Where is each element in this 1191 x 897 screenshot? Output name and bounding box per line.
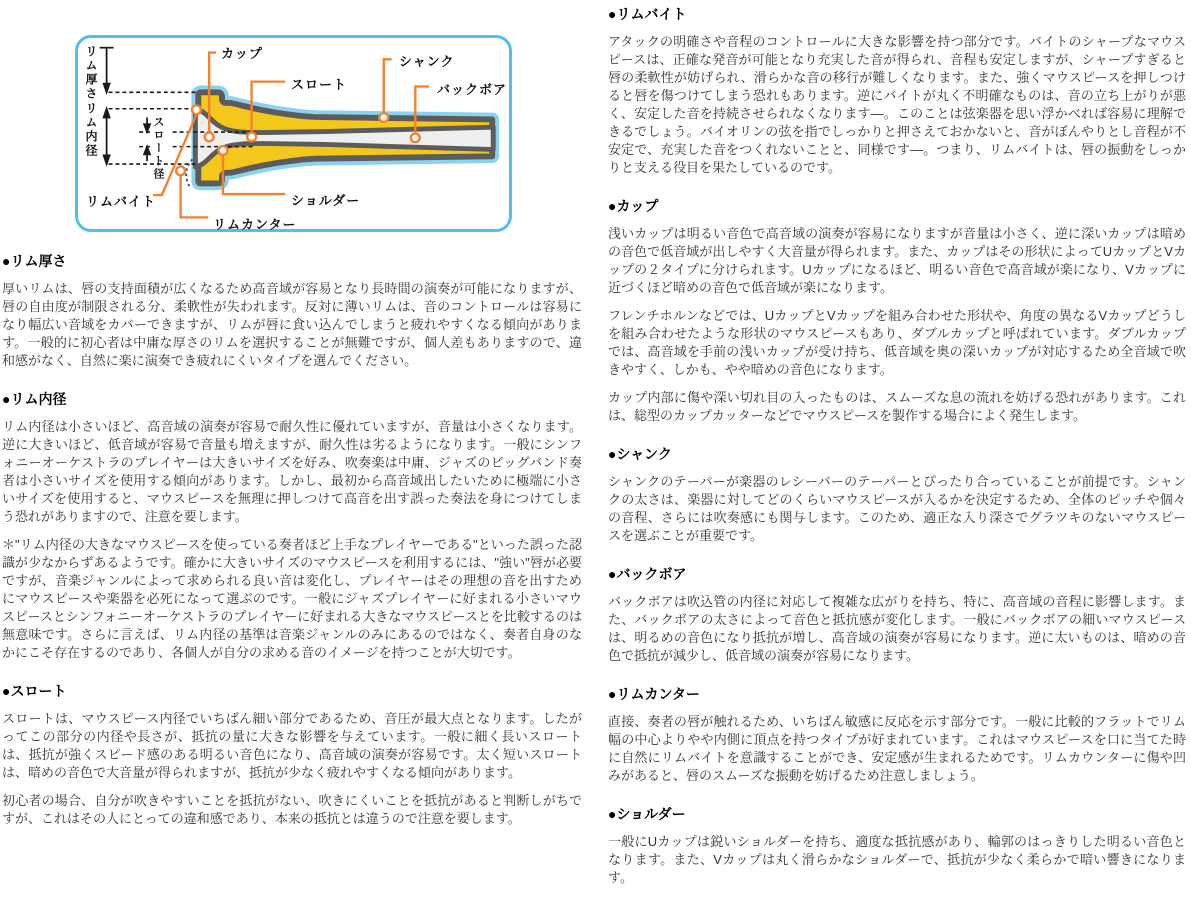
shoulder-label: ショルダー (291, 193, 361, 208)
section-heading: ●ショルダー (608, 806, 686, 822)
section-heading: ●リム厚さ (2, 253, 67, 269)
section-paragraph: ＊"リム内径の大きなマウスピースを使っている奏者ほど上手なプレイヤーである"といった誤った認識が少なからずあるようです。確かに大きいサイズのマウスピースを利用するには、"強い"唇が必要ですが、音楽ジャンルによって求められる良い音は変化し、プレイヤーはその理想の音を出すためにマウスピースや楽器を必死になって選ぶのです。一般にジャズプレイヤーに好まれる小さいマウスピースとシンフォニーオーケストラのプレイヤーに好まれる大きなマウスピースとを比較するのは無意味です。さらに言えば、リム内径の基準は音楽ジャンルのみにあるのではなく、奏者自身のなかにこそ存在するのであり、各個人が自分の求める音のイメージを持つことが大切です。 (2, 537, 582, 660)
rim-bite-label: リムバイト (86, 194, 157, 209)
section-paragraph: 一般にUカップは鋭いショルダーを持ち、適度な抵抗感があり、輪郭のはっきりした明るい音色となります。また、Vカップは丸く滑らかなショルダーで、抵抗が少なく柔らかで暗い響きになります。 (608, 834, 1186, 885)
section-paragraph: 浅いカップは明るい音色で高音域の演奏が容易になりますが音量は小さく、逆に深いカップは暗めの音色で低音域が出しやすく大音量が得られます。また、カップはその形状によってUカップとVカップの２タイプに分けられます。Uカップになるほど、明るい音色で高音域が楽になり、Vカップに近づくほど暗めの音色で低音域が楽になります。 (608, 226, 1186, 295)
section-paragraph: フレンチホルンなどでは、UカップとVカップを組み合わせた形状や、角度の異なるVカップどうしを組み合わせたような形状のマウスピースもあり、ダブルカップと呼ばれています。ダブルカップでは、高音域を手前の浅いカップが受け持ち、低音域を奥の深いカップが対応するため全音域で吹きやすく、しかも、やや暗めの音色になります。 (608, 308, 1186, 377)
section-paragraph: スロートは、マウスピース内径でいちばん細い部分であるため、音圧が最大点となります。したがってこの部分の内径や長さが、抵抗の量に大きな影響を与えています。一般に細く長いスロートは、抵抗が強くスピード感のある明るい音色になり、高音域の演奏が容易です。太く短いスロートは、暗めの音色で大音量が得られますが、抵抗が少なく疲れやすくなる傾向があります。 (2, 711, 582, 780)
backbore-label: バックボア (437, 82, 508, 97)
right-sections (608, 5, 1186, 887)
rim-inner-diameter-label: リム内径 (84, 102, 98, 158)
mouthpiece-diagram (75, 35, 512, 232)
cup-callout-marker (205, 133, 214, 142)
section-paragraph: バックボアは吹込管の内径に対応して複雑な広がりを持ち、特に、高音域の音程に影響します。また、バックボアの太さによって音色と抵抗感が変化します。一般にバックボアの細いマウスピースは、明るめの音色になり抵抗が増し、高音域の演奏が容易になります。逆に太いものは、暗めの音色で抵抗が減少し、低音域の演奏が容易になります。 (608, 594, 1186, 663)
section-heading: ●リムカンター (608, 686, 700, 702)
section-heading: ●シャンク (608, 446, 672, 462)
section-heading: ●カップ (608, 198, 659, 214)
column-right (608, 0, 1186, 897)
backbore-callout-marker (411, 134, 420, 143)
section-paragraph: 初心者の場合、自分が吹きやすいことを抵抗がない、吹きにくいことを抵抗があると判断しがちですが、これはその人にとっての違和感であり、本来の抵抗とは違うので注意を要します。 (2, 793, 582, 826)
shank-callout-line (384, 59, 392, 112)
section-paragraph: リム内径は小さいほど、高音域の演奏が容易で耐久性に優れていますが、音量は小さくなります。逆に大きいほど、低音域が容易で音量も増えますが、耐久性は劣るようになります。一般にシンフォニーオーケストラのプレイヤーは大きいサイズを好み、吹奏楽は中庸、ジャズのビッグバンド奏者は小さいサイズを使用する傾向があります。しかし、最初から高音域出したいために極端に小さいサイズを使用すると、マウスピースを無理に押しつけて高音を出す誤った奏法を身につけてしまう恐れがありますので、注意を要します。 (2, 419, 583, 524)
section-paragraph: カップ内部に傷や深い切れ目の入ったものは、スムーズな息の流れを妨げる恐れがあります。これは、総型のカップカッターなどでマウスピースを製作する場合によく発生します。 (608, 390, 1186, 423)
cup-label: カップ (221, 46, 263, 61)
section-paragraph: 厚いリムは、唇の支持面積が広くなるため高音域が容易となり長時間の演奏が可能になりますが、唇の自由度が制限される分、柔軟性が失われます。反対に薄いリムは、音のコントロールは容易になり幅広い音域をカバーできますが、リムが唇に食い込んでしまうと疲れやすくなる傾向があります。一般的に初心者は中庸な厚さのリムを選択することが無難ですが、個人差もありますので、違和感がなく、自然に楽に演奏でき疲れにくいタイプを選んでください。 (2, 281, 582, 368)
rimbite-callout-marker (192, 105, 201, 114)
throat-callout-marker (247, 133, 256, 142)
section-paragraph: 直接、奏者の唇が触れるため、いちばん敏感に反応を示す部分です。一般に比較的フラットでリム幅の中心よりやや内側に頂点を持つタイプが好まれています。これはマウスピースを口に当てた時に自然にリムバイトを意識することができ、安定感が生まれるためです。リムカウンターに傷や凹みがあると、唇のスムーズな振動を妨げるため注意しましょう。 (608, 714, 1186, 783)
throat-diameter-label: スロート径 (152, 116, 164, 181)
section-heading: ●リム内径 (2, 391, 67, 407)
rim-thickness-label: リム厚さ (84, 45, 98, 101)
section-paragraph: アタックの明確さや音程のコントロールに大きな影響を持つ部分です。バイトのシャープなマウスピースは、正確な発音が可能となり充実した音が得られ、音程も安定しますが、シャープすぎると唇の柔軟性が妨げられ、滑らかな音の移行が難しくなります。また、強くマウスピースを押しつけると唇を傷つけてしまう恐れもあります。逆にバイトが丸く不明確なものは、音の立ち上がりが悪く、安定した音を持続させられなくなります―。このことは弦楽器を思い浮かべれば容易に理解できるでしょう。バイオリンの弦を指でしっかりと押さえておかないと、音がぼんやりとし音程が不安定で、充実した音をつくれないことと、同様です―。つまり、リムバイトは、唇の振動をしっかりと支える役目を果たしているのです。 (608, 34, 1186, 175)
section-paragraph: シャンクのテーパーが楽器のレシーバーのテーパーとぴったり合っていることが前提です。シャンクの太さは、楽器に対してどのくらいマウスピースが入るかを決定するため、全体のピッチや個々の音程、さらには吹奏感にも関与します。このため、適正な入り深さでグラツキのないマウスピースを選ぶことが重要です。 (608, 474, 1186, 543)
rim-contour-label: リムカンター (213, 217, 297, 232)
section-heading: ●バックボア (608, 566, 687, 582)
shoulder-callout-marker (219, 146, 228, 155)
shank-label: シャンク (399, 54, 455, 69)
rimcontour-callout-marker (176, 166, 185, 175)
column-left (2, 0, 582, 838)
throat-label: スロート (291, 77, 348, 92)
section-heading: ●スロート (2, 683, 67, 699)
section-heading: ●リムバイト (608, 6, 687, 22)
shank-callout-marker (379, 113, 388, 122)
left-sections (2, 252, 582, 828)
